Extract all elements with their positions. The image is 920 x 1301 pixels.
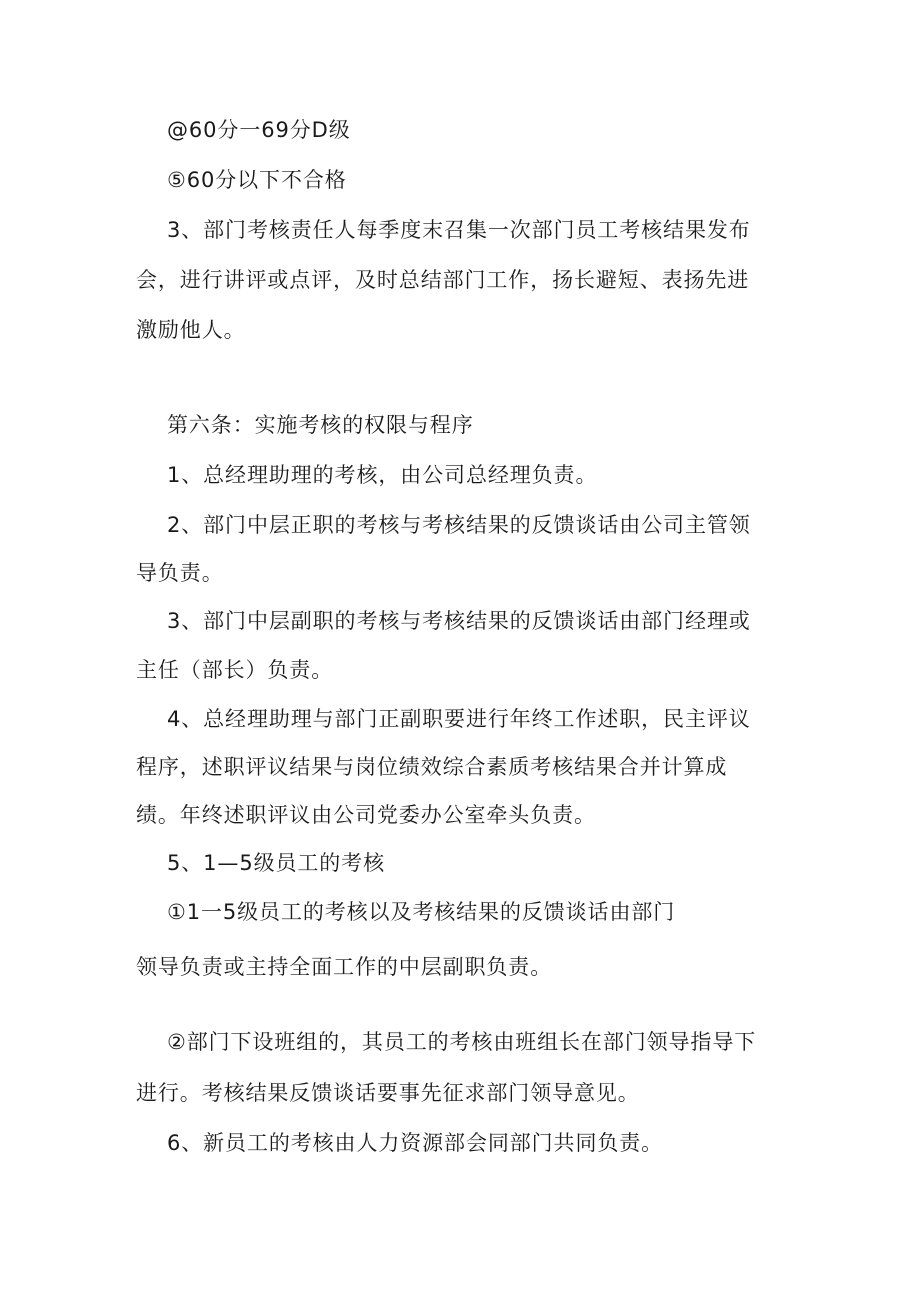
item-1-line: 1、总经理助理的考核，由公司总经理负责。: [167, 463, 598, 487]
paragraph-3-line-1: 3、部门考核责任人每季度末召集一次部门员工考核结果发布: [167, 218, 751, 242]
fail-grade-line: ⑤60分以下不合格: [167, 168, 347, 192]
item-4-line-3: 绩。年终述职评议由公司党委办公室牵头负责。: [136, 803, 596, 827]
item-4-line-2: 程序，述职评议结果与岗位绩效综合素质考核结果合并计算成: [136, 755, 728, 779]
item-3-line-1: 3、部门中层副职的考核与考核结果的反馈谈话由部门经理或: [167, 609, 751, 633]
item-5-sub-2-line-1: ②部门下设班组的，其员工的考核由班组长在部门领导指导下: [167, 1030, 757, 1054]
paragraph-3-line-2: 会，进行讲评或点评，及时总结部门工作，扬长避短、表扬先进: [136, 268, 750, 292]
item-4-line-1: 4、总经理助理与部门正副职要进行年终工作述职，民主评议: [167, 707, 751, 731]
item-3-line-2: 主任（部长）负责。: [136, 658, 334, 682]
item-5-sub-1-line-2: 领导负责或主持全面工作的中层副职负责。: [136, 955, 553, 979]
item-2-line-2: 导负责。: [136, 561, 224, 585]
grade-d-line: @60分一69分D级: [167, 118, 351, 142]
item-5-sub-2-line-2: 进行。考核结果反馈谈话要事先征求部门领导意见。: [136, 1081, 640, 1105]
item-5-heading: 5、1—5级员工的考核: [167, 851, 385, 875]
article-6-heading: 第六条：实施考核的权限与程序: [167, 413, 474, 437]
item-5-sub-1-line-1: ①1一5级员工的考核以及考核结果的反馈谈话由部门: [167, 900, 676, 924]
item-6-line: 6、新员工的考核由人力资源部会同部门共同负责。: [167, 1131, 664, 1155]
item-2-line-1: 2、部门中层正职的考核与考核结果的反馈谈话由公司主管领: [167, 513, 751, 537]
paragraph-3-line-3: 激励他人。: [136, 318, 246, 342]
